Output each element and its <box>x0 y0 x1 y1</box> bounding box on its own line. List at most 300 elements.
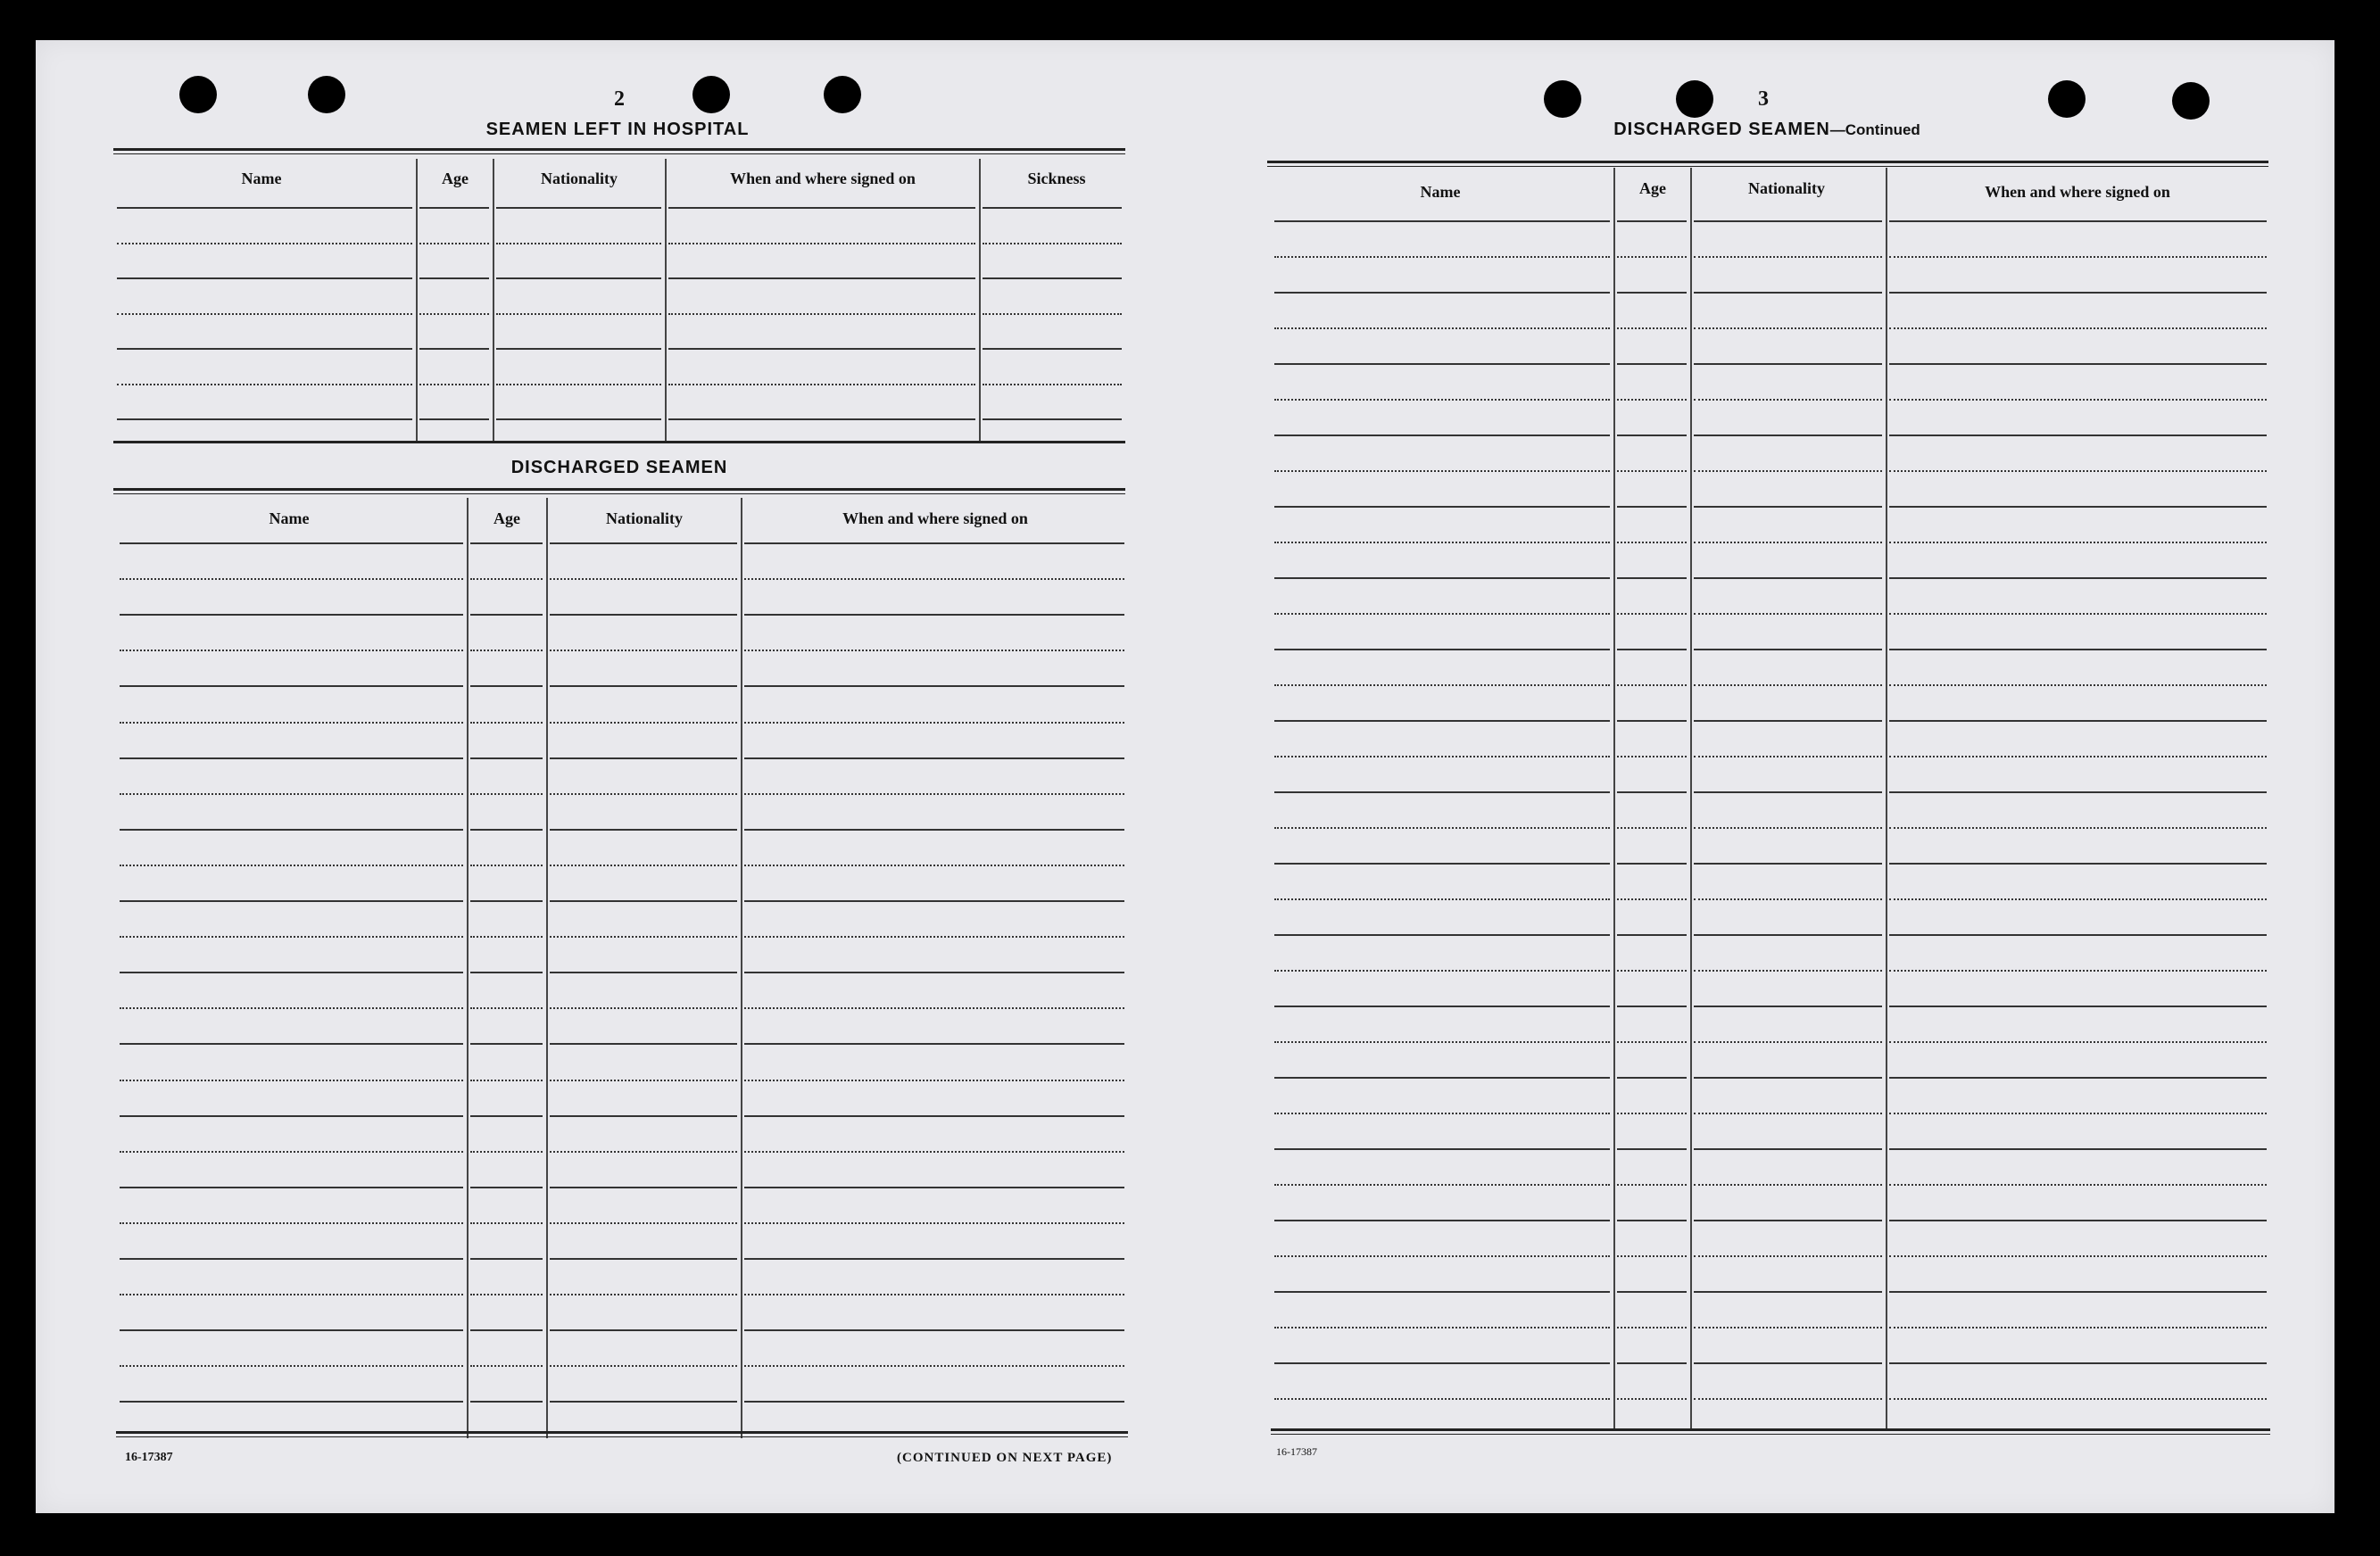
ruled-line <box>1617 1184 1687 1186</box>
ruled-line <box>1274 934 1610 936</box>
ruled-line <box>1889 327 2267 329</box>
right-header-signed-on: When and where signed on <box>1985 183 2170 201</box>
right-header-age: Age <box>1639 179 1666 197</box>
ruled-line <box>744 865 1124 866</box>
ruled-line <box>1889 577 2267 579</box>
ruled-line <box>1274 220 1610 222</box>
punch-hole <box>2048 80 2086 118</box>
page-number-left: 2 <box>614 87 625 111</box>
ruled-line <box>550 1401 737 1403</box>
ruled-line <box>744 900 1124 902</box>
ruled-line <box>120 578 463 580</box>
ruled-line <box>470 614 543 616</box>
column-divider <box>416 159 418 441</box>
discharged-header-name: Name <box>269 509 310 527</box>
ruled-line <box>1694 1006 1882 1007</box>
ruled-line <box>550 793 737 795</box>
ruled-line <box>1889 1077 2267 1079</box>
ruled-line <box>668 384 975 385</box>
ruled-line <box>470 1365 543 1367</box>
ruled-line <box>117 313 412 315</box>
ruled-line <box>1617 1398 1687 1400</box>
ruled-line <box>744 972 1124 973</box>
ruled-line <box>1694 1291 1882 1293</box>
ruled-line <box>744 1007 1124 1009</box>
ruled-line <box>120 650 463 651</box>
ruled-line <box>1694 1041 1882 1043</box>
discharged-continued-title <box>1613 120 1920 140</box>
ruled-line <box>496 207 661 209</box>
ruled-line <box>470 936 543 938</box>
ruled-line <box>1889 542 2267 543</box>
ruled-line <box>496 348 661 350</box>
ruled-line <box>1274 1362 1610 1364</box>
ruled-line <box>1274 684 1610 686</box>
ruled-line <box>419 207 489 209</box>
ruled-line <box>1617 327 1687 329</box>
ruled-line <box>1274 1255 1610 1257</box>
ruled-line <box>120 1115 463 1117</box>
ruled-line <box>550 1222 737 1224</box>
ruled-line <box>744 614 1124 616</box>
hospital-header-nationality: Nationality <box>540 170 618 187</box>
ruled-line <box>120 793 463 795</box>
punch-hole <box>1544 80 1581 118</box>
ruled-line <box>550 650 737 651</box>
ruled-line <box>1274 256 1610 258</box>
ruled-line <box>1274 1148 1610 1150</box>
ruled-line <box>1617 363 1687 365</box>
ruled-line <box>1889 1113 2267 1114</box>
ruled-line <box>1694 684 1882 686</box>
hospital-header-signed-on: When and where signed on <box>730 170 916 187</box>
ruled-line <box>419 418 489 420</box>
ruled-line <box>1617 1327 1687 1328</box>
ruled-line <box>550 722 737 724</box>
ruled-line <box>1274 1220 1610 1221</box>
ruled-line <box>470 542 543 544</box>
ruled-line <box>120 1329 463 1331</box>
ruled-line <box>1694 791 1882 793</box>
ruled-line <box>1694 898 1882 900</box>
discharged-top-rule <box>113 488 1125 494</box>
ruled-line <box>117 207 412 209</box>
ruled-line <box>1694 470 1882 472</box>
ruled-line <box>120 1258 463 1260</box>
ruled-line <box>120 685 463 687</box>
ruled-line <box>1617 649 1687 650</box>
ruled-line <box>668 418 975 420</box>
ruled-line <box>550 829 737 831</box>
ruled-line <box>1694 613 1882 615</box>
right-bottom-rule <box>1271 1428 2270 1435</box>
ruled-line <box>120 972 463 973</box>
ruled-line <box>1694 863 1882 865</box>
ruled-line <box>1617 1113 1687 1114</box>
ruled-line <box>470 722 543 724</box>
hospital-header-name: Name <box>241 170 282 187</box>
ruled-line <box>1617 1077 1687 1079</box>
ruled-line <box>1694 399 1882 401</box>
ruled-line <box>1889 827 2267 829</box>
ruled-line <box>117 384 412 385</box>
hospital-top-rule <box>113 148 1125 154</box>
ruled-line <box>744 1080 1124 1081</box>
ruled-line <box>1274 649 1610 650</box>
ruled-line <box>1274 1113 1610 1114</box>
ruled-line <box>1889 1398 2267 1400</box>
form-number-left: 16-17387 <box>125 1451 173 1464</box>
ruled-line <box>668 207 975 209</box>
hospital-header-sickness: Sickness <box>1027 170 1086 187</box>
ruled-line <box>744 1401 1124 1403</box>
ruled-line <box>1694 292 1882 294</box>
ruled-line <box>668 277 975 279</box>
ruled-line <box>1889 1362 2267 1364</box>
ruled-line <box>744 1365 1124 1367</box>
right-top-rule <box>1267 161 2268 167</box>
ruled-line <box>120 1401 463 1403</box>
ruled-line <box>1694 542 1882 543</box>
ruled-line <box>1694 1184 1882 1186</box>
ruled-line <box>744 1115 1124 1117</box>
ruled-line <box>1889 1255 2267 1257</box>
ruled-line <box>1694 220 1882 222</box>
ruled-line <box>470 1080 543 1081</box>
ruled-line <box>1617 1041 1687 1043</box>
ruled-line <box>120 1365 463 1367</box>
ruled-line <box>1617 1362 1687 1364</box>
ruled-line <box>120 614 463 616</box>
ruled-line <box>1274 613 1610 615</box>
ruled-line <box>496 418 661 420</box>
ruled-line <box>1617 827 1687 829</box>
ruled-line <box>470 829 543 831</box>
ruled-line <box>1274 363 1610 365</box>
ruled-line <box>1617 720 1687 722</box>
ruled-line <box>1617 684 1687 686</box>
ruled-line <box>419 243 489 244</box>
hospital-bottom-rule <box>113 441 1125 444</box>
ruled-line <box>744 1043 1124 1045</box>
ruled-line <box>1617 399 1687 401</box>
ruled-line <box>120 936 463 938</box>
ruled-line <box>744 578 1124 580</box>
ruled-line <box>1694 1255 1882 1257</box>
column-divider <box>665 159 667 441</box>
ruled-line <box>120 1043 463 1045</box>
ruled-line <box>550 972 737 973</box>
ruled-line <box>1274 1327 1610 1328</box>
ruled-line <box>120 757 463 759</box>
ruled-line <box>983 207 1122 209</box>
ruled-line <box>550 1187 737 1188</box>
ruled-line <box>419 384 489 385</box>
ruled-line <box>470 1043 543 1045</box>
discharged-bottom-rule <box>116 1431 1128 1437</box>
ruled-line <box>496 384 661 385</box>
ruled-line <box>1694 1113 1882 1114</box>
ruled-line <box>1889 363 2267 365</box>
ruled-line <box>550 1258 737 1260</box>
punch-hole <box>308 76 345 113</box>
ruled-line <box>1274 435 1610 436</box>
ruled-line <box>1889 649 2267 650</box>
title-main: DISCHARGED SEAMEN <box>1613 120 1830 139</box>
discharged-section-title: DISCHARGED SEAMEN <box>510 458 728 477</box>
ruled-line <box>744 650 1124 651</box>
ruled-line <box>470 757 543 759</box>
punch-hole <box>2172 82 2210 120</box>
ruled-line <box>117 348 412 350</box>
ruled-line <box>744 829 1124 831</box>
ruled-line <box>983 418 1122 420</box>
ruled-line <box>1889 970 2267 972</box>
ruled-line <box>496 313 661 315</box>
ruled-line <box>1617 1006 1687 1007</box>
ruled-line <box>120 542 463 544</box>
ruled-line <box>1274 577 1610 579</box>
ruled-line <box>550 1115 737 1117</box>
punch-hole <box>692 76 730 113</box>
column-divider <box>1886 168 1887 1431</box>
ruled-line <box>983 384 1122 385</box>
ruled-line <box>668 313 975 315</box>
ruled-line <box>550 1365 737 1367</box>
ruled-line <box>1274 756 1610 757</box>
ruled-line <box>1274 827 1610 829</box>
ruled-line <box>1617 256 1687 258</box>
ruled-line <box>1889 1220 2267 1221</box>
ruled-line <box>470 1401 543 1403</box>
ruled-line <box>1274 863 1610 865</box>
ruled-line <box>1617 577 1687 579</box>
continued-note: (CONTINUED ON NEXT PAGE) <box>897 1451 1113 1465</box>
ruled-line <box>120 1151 463 1153</box>
ruled-line <box>1889 256 2267 258</box>
ruled-line <box>1274 791 1610 793</box>
ruled-line <box>1274 327 1610 329</box>
ruled-line <box>419 313 489 315</box>
ruled-line <box>550 685 737 687</box>
ruled-line <box>1694 649 1882 650</box>
ruled-line <box>1617 292 1687 294</box>
ruled-line <box>1889 613 2267 615</box>
ruled-line <box>1694 934 1882 936</box>
ruled-line <box>1694 327 1882 329</box>
ruled-line <box>1274 399 1610 401</box>
ruled-line <box>419 348 489 350</box>
column-divider <box>1690 168 1692 1431</box>
ruled-line <box>1617 506 1687 508</box>
ruled-line <box>1889 898 2267 900</box>
ruled-line <box>1274 1398 1610 1400</box>
ruled-line <box>1694 1362 1882 1364</box>
ruled-line <box>1694 827 1882 829</box>
ruled-line <box>1694 756 1882 757</box>
ruled-line <box>550 865 737 866</box>
ruled-line <box>1889 1184 2267 1186</box>
ruled-line <box>1889 1327 2267 1328</box>
ruled-line <box>1274 542 1610 543</box>
ruled-line <box>1889 435 2267 436</box>
ruled-line <box>1617 435 1687 436</box>
ruled-line <box>1617 220 1687 222</box>
ruled-line <box>470 650 543 651</box>
right-header-name: Name <box>1420 183 1461 201</box>
ruled-line <box>1617 863 1687 865</box>
ruled-line <box>120 1007 463 1009</box>
column-divider <box>467 498 469 1438</box>
ruled-line <box>1889 220 2267 222</box>
ruled-line <box>1274 720 1610 722</box>
ruled-line <box>1617 542 1687 543</box>
ruled-line <box>1694 1327 1882 1328</box>
ruled-line <box>1274 506 1610 508</box>
ruled-line <box>1889 791 2267 793</box>
ruled-line <box>117 243 412 244</box>
ruled-line <box>496 243 661 244</box>
ruled-line <box>470 685 543 687</box>
ruled-line <box>1274 470 1610 472</box>
column-divider <box>1613 168 1615 1431</box>
ruled-line <box>983 243 1122 244</box>
ruled-line <box>1889 684 2267 686</box>
ruled-line <box>470 1222 543 1224</box>
ruled-line <box>744 1329 1124 1331</box>
ruled-line <box>1274 1077 1610 1079</box>
ruled-line <box>470 1187 543 1188</box>
ruled-line <box>120 1080 463 1081</box>
ruled-line <box>1694 363 1882 365</box>
ruled-line <box>550 1294 737 1295</box>
ruled-line <box>1694 1220 1882 1221</box>
ruled-line <box>1889 863 2267 865</box>
punch-hole <box>824 76 861 113</box>
ruled-line <box>470 865 543 866</box>
ruled-line <box>1889 470 2267 472</box>
ruled-line <box>470 900 543 902</box>
ruled-line <box>744 1258 1124 1260</box>
ruled-line <box>1617 613 1687 615</box>
ruled-line <box>470 578 543 580</box>
ruled-line <box>1617 1291 1687 1293</box>
ruled-line <box>1694 506 1882 508</box>
column-divider <box>546 498 548 1438</box>
ruled-line <box>983 313 1122 315</box>
hospital-header-age: Age <box>442 170 469 187</box>
ruled-line <box>550 614 737 616</box>
ruled-line <box>550 1007 737 1009</box>
form-number-right: 16-17387 <box>1276 1445 1317 1458</box>
ruled-line <box>1617 970 1687 972</box>
ruled-line <box>470 1151 543 1153</box>
ruled-line <box>120 1222 463 1224</box>
ruled-line <box>419 277 489 279</box>
ruled-line <box>1889 1148 2267 1150</box>
ruled-line <box>470 1329 543 1331</box>
ruled-line <box>744 1187 1124 1188</box>
ruled-line <box>470 972 543 973</box>
ruled-line <box>120 900 463 902</box>
ruled-line <box>1694 1398 1882 1400</box>
ruled-line <box>1694 1077 1882 1079</box>
ruled-line <box>1617 934 1687 936</box>
ruled-line <box>744 757 1124 759</box>
ruled-line <box>744 936 1124 938</box>
ruled-line <box>668 348 975 350</box>
ruled-line <box>744 542 1124 544</box>
column-divider <box>741 498 742 1438</box>
hospital-section-title: SEAMEN LEFT IN HOSPITAL <box>485 120 750 139</box>
ruled-line <box>1274 1041 1610 1043</box>
right-header-nationality: Nationality <box>1747 179 1826 197</box>
ruled-line <box>744 722 1124 724</box>
punch-hole <box>179 76 217 113</box>
ruled-line <box>1617 1255 1687 1257</box>
ruled-line <box>117 277 412 279</box>
ruled-line <box>120 829 463 831</box>
ruled-line <box>1889 506 2267 508</box>
ruled-line <box>1889 292 2267 294</box>
ruled-line <box>1617 1220 1687 1221</box>
ruled-line <box>1694 720 1882 722</box>
ruled-line <box>470 1294 543 1295</box>
ruled-line <box>550 1151 737 1153</box>
ruled-line <box>744 685 1124 687</box>
ruled-line <box>550 757 737 759</box>
ruled-line <box>1694 577 1882 579</box>
ruled-line <box>550 900 737 902</box>
ruled-line <box>1889 1041 2267 1043</box>
ruled-line <box>1889 720 2267 722</box>
ruled-line <box>1889 399 2267 401</box>
ruled-line <box>120 1187 463 1188</box>
ruled-line <box>1617 470 1687 472</box>
ruled-line <box>1694 1148 1882 1150</box>
ruled-line <box>1889 1291 2267 1293</box>
ruled-line <box>1889 1006 2267 1007</box>
ruled-line <box>1694 970 1882 972</box>
column-divider <box>493 159 494 441</box>
ruled-line <box>1274 1006 1610 1007</box>
ruled-line <box>1617 1148 1687 1150</box>
discharged-header-nationality: Nationality <box>605 509 684 527</box>
ruled-line <box>550 1329 737 1331</box>
ruled-line <box>744 1151 1124 1153</box>
ruled-line <box>744 793 1124 795</box>
ruled-line <box>1694 256 1882 258</box>
ruled-line <box>550 542 737 544</box>
ruled-line <box>668 243 975 244</box>
ruled-line <box>470 1007 543 1009</box>
ruled-line <box>120 1294 463 1295</box>
ruled-line <box>1617 756 1687 757</box>
ruled-line <box>1274 898 1610 900</box>
ruled-line <box>120 722 463 724</box>
ruled-line <box>1617 898 1687 900</box>
ruled-line <box>1274 970 1610 972</box>
ruled-line <box>1694 435 1882 436</box>
ruled-line <box>1889 934 2267 936</box>
ruled-line <box>1274 1291 1610 1293</box>
ruled-line <box>496 277 661 279</box>
discharged-header-age: Age <box>493 509 520 527</box>
ruled-line <box>470 793 543 795</box>
ruled-line <box>1274 292 1610 294</box>
ruled-line <box>550 1043 737 1045</box>
discharged-header-signed-on: When and where signed on <box>842 509 1028 527</box>
